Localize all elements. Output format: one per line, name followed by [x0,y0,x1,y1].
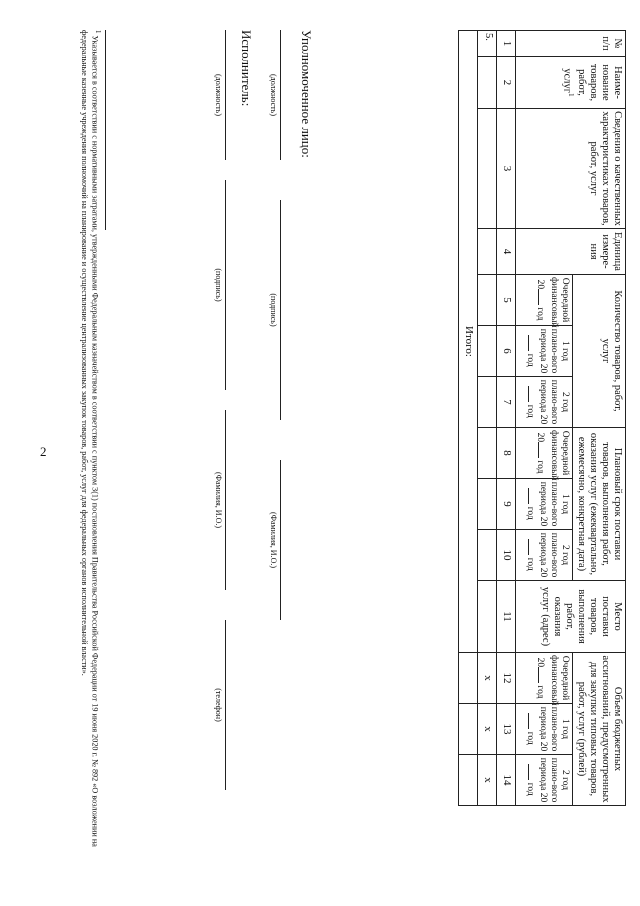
col-number: 4 [496,229,515,275]
x-mark: х [477,755,496,806]
header-quality: Сведения о качественных характеристиках товаров, работ, услуг [515,109,625,229]
executor-name-line [225,410,226,590]
budget-second-plan-year: 2 год плано-вого периода 20 год [515,755,572,806]
table-row [477,31,496,881]
authorized-position-line [280,30,281,160]
authorized-name-caption: (Фамилия, И.О.) [269,511,278,569]
col-number: 2 [496,57,515,109]
budget-first-plan-year: 1 год плано-вого периода 20 год [515,704,572,755]
col-number: 12 [496,653,515,704]
col-number: 9 [496,479,515,530]
x-mark: х [477,704,496,755]
executor-signature-line [225,180,226,390]
procurement-table [458,30,626,881]
header-term: Плановый срок поставки товаров, выполнения работ, оказания услуг (ежеквартально, ежемесячно, конкретная дата) [572,428,625,581]
qty-second-plan-year: 2 год плано-вого периода 20 год [515,377,572,428]
col-number: 7 [496,377,515,428]
column-number-row [496,31,515,881]
col-number: 1 [496,31,515,57]
row-5-label: 5. [477,31,496,57]
header-quantity: Количество товаров, работ, услуг [572,275,625,428]
header-budget: Объем бюджетных ассигнований, предусмотренных для закупки типовых товаров, работ, услуг (рублей) [572,653,625,806]
x-mark: х [477,653,496,704]
qty-first-plan-year: 1 год плано-вого периода 20 год [515,326,572,377]
header-name: Наиме-нование товаров, работ, услуг$^1$ [515,57,625,109]
authorized-signature-line [280,200,281,420]
executor-position-line [225,30,226,160]
authorized-name-line [280,460,281,620]
col-number: 13 [496,704,515,755]
authorized-position-caption: (должность) [269,74,278,116]
authorized-person-title: Уполномоченное лицо: [299,30,314,158]
executor-position-caption: (должность) [214,74,223,116]
col-number: 6 [496,326,515,377]
col-number: 5 [496,275,515,326]
page-number: 2 [40,444,47,459]
col-number: 8 [496,428,515,479]
col-number: 11 [496,581,515,653]
total-label: Итого: [458,31,477,653]
executor-name-caption: (Фамилия, И.О.) [214,471,223,529]
term-current-year: Очередной финансовый 20 год [515,428,572,479]
executor-phone-line [225,620,226,790]
budget-current-year: Очередной финансовый 20 год [515,653,572,704]
term-first-plan-year: 1 год плано-вого периода 20 год [515,479,572,530]
col-number: 10 [496,530,515,581]
col-number: 14 [496,755,515,806]
authorized-signature-caption: (подпись) [269,293,278,327]
term-second-plan-year: 2 год плано-вого периода 20 год [515,530,572,581]
executor-phone-caption: (телефон) [214,688,223,722]
executor-signature-caption: (подпись) [214,268,223,302]
executor-title: Исполнитель: [239,30,254,107]
header-unit: Единица измере-ния [515,229,625,275]
header-place: Место поставки товаров, выполнения работ, оказания услуг (адрес) [515,581,625,653]
footnote: $^1$ Указывается в соответствии с нормативными затратами, утвержденными Федеральным казначейством в соответствии с пунктом 3(1) постановления Правительства Российской Федерации от 19 июня 2020 г. № 892 «О возложении на федеральные казенные учреждения полномочий на планирование и осуществление централизованных закупок товаров, работ, услуг для федеральных органов исполнительной власти». [80,30,102,847]
footnote-divider [105,30,106,230]
qty-current-year: Очередной финансовый 20 год [515,275,572,326]
total-row [458,31,477,881]
header-num: № п/п [515,31,625,57]
col-number: 3 [496,109,515,229]
rotated-page-content [0,30,626,880]
